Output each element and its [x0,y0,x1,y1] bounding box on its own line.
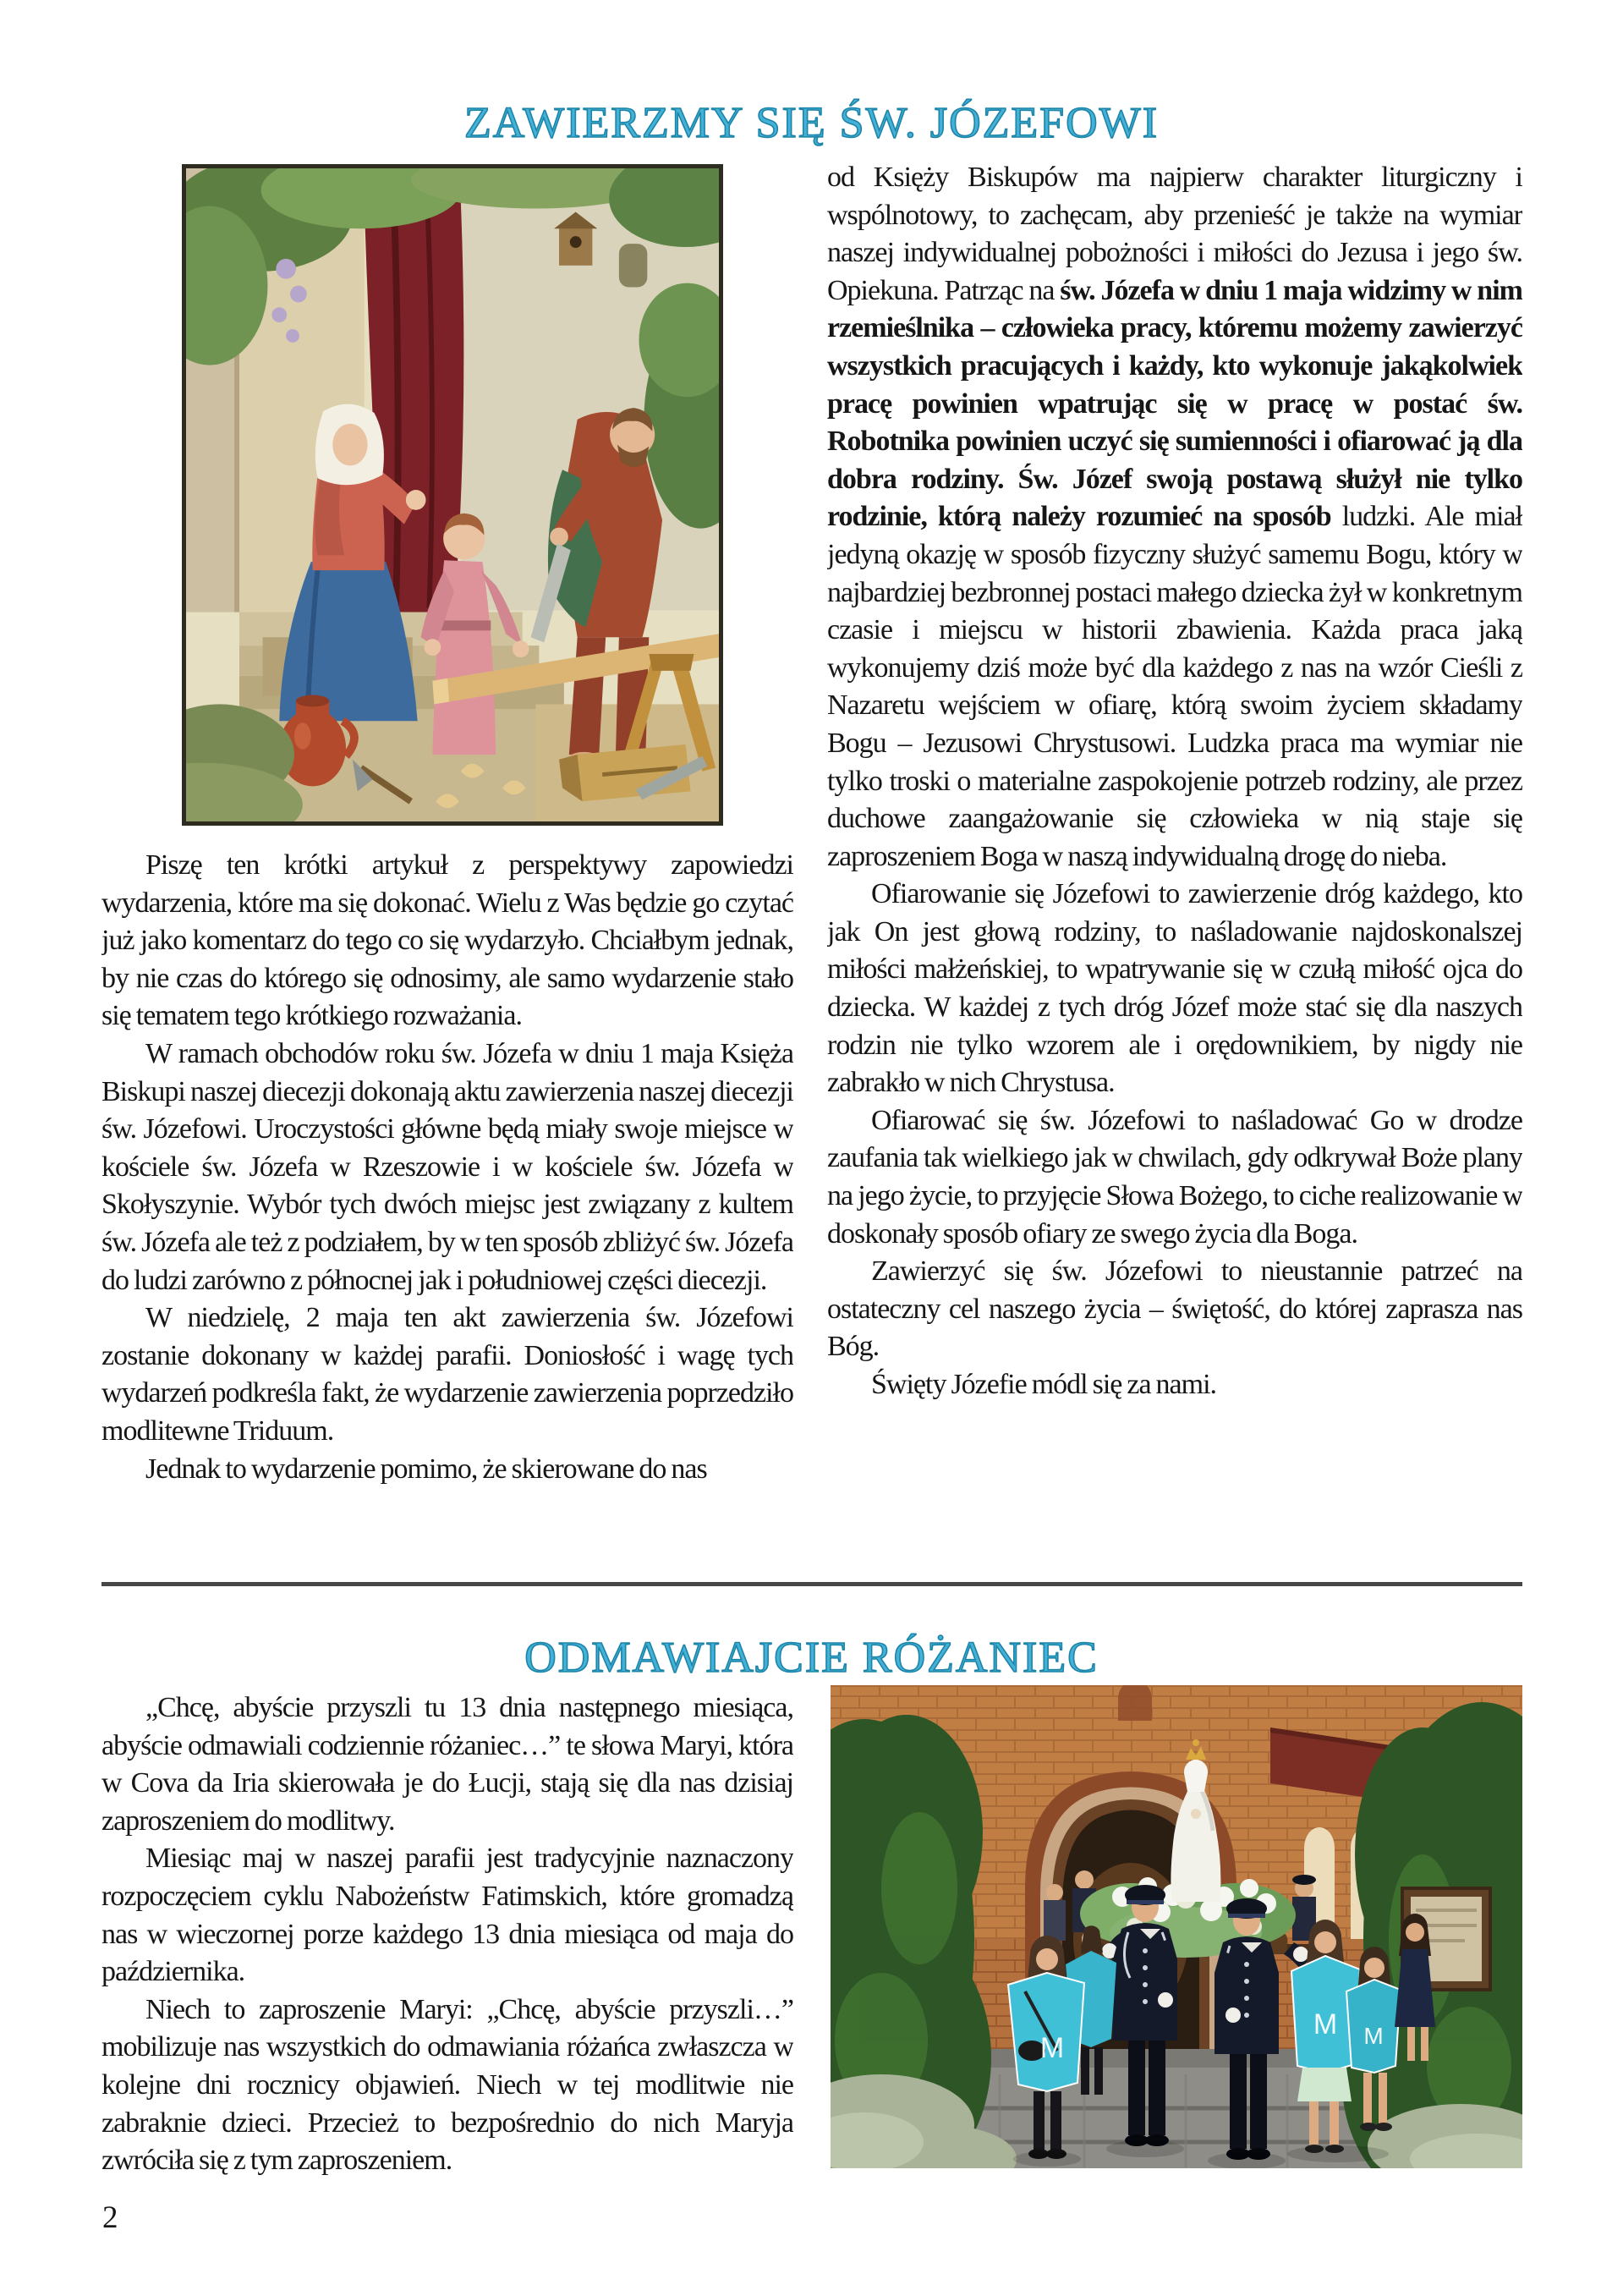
article2-left-column [101,1689,793,2197]
paragraph: Piszę ten krótki artykuł z perspektywy zapowiedzi wydarzenia, które ma się dokonać. Wielu z Was będzie go czytać już jako komentarz do tego co się wydarzyło. Chciałbym jednak, by nie czas do którego się odnosimy, ale samo wydarzenie stało się tematem tego krótkiego rozważania. [101,849,793,1032]
bold-text-run: św. Józefa w dniu 1 maja widzimy w nim rzemieślnika – człowieka pracy, któremu możemy zawierzyć wszystkich pracujących i każdy, kto wykonuje jakąkolwiek pracę powinien wpatrując się w pracę w postać św. Robotnika powinien uczyć się sumienności i ofiarować ją dla dobra rodziny. Św. Józef swoją postawą służył nie tylko rodzinie, którą należy rozumieć na sposób [827,274,1522,533]
paragraph: Miesiąc maj w naszej parafii jest tradycyjnie naznaczony rozpoczęciem cyklu Nabożeństw Fatimskich, które gromadzą nas w wieczornej porze każdego 13 dnia miesiąca od maja do października. [101,1843,793,1988]
fatima-procession-photo [831,1685,1522,2168]
paragraph: „Chcę, abyście przyszli tu 13 dnia następnego miesiąca, abyście odmawiali codziennie różaniec…” te słowa Maryi, która w Cova da Iria skierowała je do Łucji, stają się dla nas dzisiaj zaproszeniem do modlitwy. [101,1692,793,1837]
paragraph: W niedzielę, 2 maja ten akt zawierzenia św. Józefowi zostanie dokonany w każdej parafii. Doniosłość i wagę tych wydarzeń podkreśla fakt, że wydarzenie zawierzenia poprzedziło modlitewne Triduum. [101,1302,793,1447]
cape-letter: M [1313,2008,1338,2041]
article1-left-column [101,847,793,1581]
paragraph: Jednak to wydarzenie pomimo, że skierowane do nas [145,1453,707,1485]
paragraph: W ramach obchodów roku św. Józefa w dniu 1 maja Księża Biskupi naszej diecezji dokonają aktu zawierzenia naszej diecezji św. Józefowi. Uroczystości główne będą miały swoje miejsce w kościele św. Józefa w Rzeszowie i w kościele św. Józefa w Skołyszynie. Wybór tych dwóch miejsc jest związany z kultem św. Józefa ale też z podziałem, by w ten sposób zbliżyć św. Józefa do ludzi zarówno z północnej jak i południowej części diecezji. [101,1037,793,1296]
article1-title: ZAWIERZMY SIĘ ŚW. JÓZEFOWI [463,98,1160,147]
page-number: 2 [102,2200,118,2235]
section-divider [101,1582,1522,1586]
paragraph: Ofiarować się św. Józefowi to naśladować Go w drodze zaufania tak wielkiego jak w chwilach, gdy odkrywał Boże plany na jego życie, to przyjęcie Słowa Bożego, to ciche realizowanie w doskonały sposób ofiary ze swego życia dla Boga. [827,1104,1522,1250]
cape-letter: M [1363,2023,1384,2049]
holy-family-painting-canvas [186,168,719,821]
procession-photo-canvas [831,1685,1522,2168]
text-run: od Księży Biskupów ma najpierw charakter liturgiczny i wspólnotowy, to zachęcam, aby przenieść je także na wymiar naszej indywidualnej pobożności i miłości do Jezusa i jego św. Opiekuna. Patrząc na [827,162,1522,306]
paragraph: Niech to zaproszenie Maryi: „Chcę, abyście przyszli…” mobilizuje nas wszystkich do odmawiania różańca zwłaszcza w kolejne dni rocznicy objawień. Niech w tej modlitwie nie zabraknie dzieci. Przecież to bezpośrednio do nich Maryja zwróciła się z tym zaproszeniem. [101,1993,793,2177]
holy-family-painting [182,164,723,826]
cape-letter: M [1039,2032,1065,2064]
paragraph: Święty Józefie módl się za nami. [871,1369,1217,1400]
paragraph: Zawierzyć się św. Józefowi to nieustannie patrzeć na ostateczny cel naszego życia – świętość, do której zaprasza nas Bóg. [827,1255,1522,1363]
article1-right-column [827,159,1522,1579]
article2-title: ODMAWIAJCIE RÓŻANIEC [524,1633,1099,1682]
paragraph [827,159,1522,876]
text-run: ludzki. Ale miał jedyną okazję w sposób fizyczny służyć samemu Bogu, który w najbardziej bezbronnej postaci małego dziecka żył w konkretnym czasie i miejscu w historii zbawienia. Każda praca jaką wykonujemy dziś może być dla każdego z nas na wzór Cieśli z Nazaretu wejściem w ofiarę, którą swoim życiem składamy Bogu – Jezusowi Chrystusowi. Ludzka praca ma wymiar nie tylko troski o materialne zaspokojenie potrzeb rodziny, ale przez duchowe zaangażowanie się człowieka w nią staje się zaproszeniem Boga w naszą indywidualną drogę do nieba. [827,501,1522,872]
paragraph: Ofiarowanie się Józefowi to zawierzenie dróg każdego, kto jak On jest głową rodziny, to naśladowanie najdoskonalszej miłości małżeńskiej, to wpatrywanie się w czułą miłość ojca do dziecka. W każdej z tych dróg Józef może stać się dla naszych rodzin nie tylko wzorem ale i orędownikiem, by nigdy nie zabrakło w nich Chrystusa. [827,878,1522,1099]
